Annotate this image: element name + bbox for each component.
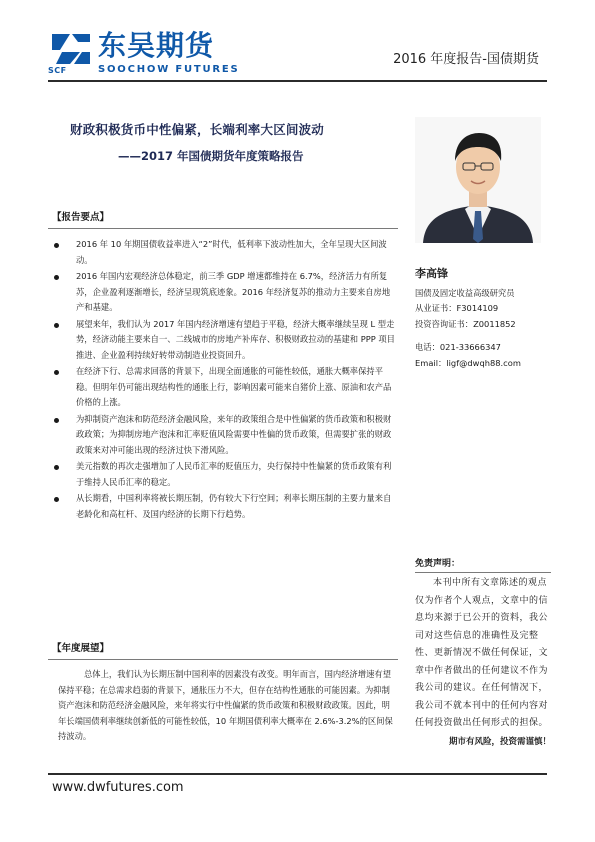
key-points-heading: 【报告要点】 — [52, 212, 110, 223]
spacer — [415, 332, 555, 340]
list-item — [48, 491, 398, 522]
logo-english-name: SOOCHOW FUTURES — [98, 64, 240, 75]
list-item-text: 2016 年 10 年期国债收益率进入“2”时代，低利率下波动性加大，全年呈现大区间波动。 — [76, 239, 387, 265]
key-points-list — [48, 237, 398, 522]
header-divider — [48, 80, 547, 82]
outlook-heading: 【年度展望】 — [52, 643, 110, 654]
analyst-title: 国债及固定收益高级研究员 — [415, 287, 515, 298]
bullet-icon — [54, 275, 59, 280]
report-title: 财政积极货币中性偏紧，长端利率大区间波动 — [70, 122, 325, 137]
report-subtitle: ——2017 年国债期货年度策略报告 — [118, 149, 304, 163]
report-type-label: 2016 年度报告-国债期货 — [393, 52, 539, 67]
bullet-icon — [54, 465, 59, 470]
risk-warning: 期市有风险，投资需谨慎！ — [448, 736, 551, 747]
company-logo — [48, 30, 248, 78]
analyst-advisor-license: 投资咨询证书：Z0011852 — [415, 318, 516, 329]
disclaimer-text: 本刊中所有文章陈述的观点仅为作者个人观点，文章中的信息均来源于已公开的资料，我公司对这些信息的准确性及完整性、更新情况不做任何保证，文章中作者做出的任何建议不作为我公司的建议。在任何情况下，我公司不就本刊中的任何内容对任何投资做出任何形式的担保。 — [415, 578, 549, 728]
analyst-info — [415, 266, 555, 371]
analyst-name: 李高锋 — [415, 267, 448, 280]
list-item — [48, 317, 398, 364]
list-item-text: 从长期看，中国利率将被长期压制，仍有较大下行空间；利率长期压制的主要力量来自老龄化和高杠杆、及国内经济的长期下行趋势。 — [76, 493, 392, 519]
key-points-section — [48, 205, 398, 523]
bullet-icon — [54, 243, 59, 248]
logo-chinese-name: 东吴期货 — [98, 29, 215, 62]
bullet-icon — [54, 323, 59, 328]
list-item — [48, 237, 398, 268]
footer-divider — [48, 773, 547, 775]
analyst-phone: 电话：021-33666347 — [415, 342, 501, 352]
disclaimer-divider — [415, 572, 551, 573]
analyst-photo — [415, 117, 541, 243]
list-item — [48, 459, 398, 490]
disclaimer-heading: 免责声明： — [415, 559, 461, 569]
list-item-text: 为抑制资产泡沫和防范经济金融风险，来年的政策组合是中性偏紧的货币政策和积极财政政策；为抑制房地产泡沫和汇率贬值风险需要中性偏的货币政策，但需要扩张的财政政策来对冲可能出现的经济过快下滑风险。 — [76, 413, 392, 455]
outlook-divider — [48, 659, 398, 660]
website-link[interactable]: www.dwfutures.com — [52, 780, 184, 795]
outlook-paragraph: 总体上，我们认为长期压制中国利率的因素没有改变。明年而言，国内经济增速有望保持平稳；在总需求趋弱的背景下，通胀压力不大，但存在结构性通胀的可能因素。为抑制资产泡沫和防范经济金融风险，来年将实行中性偏紧的货币政策和积极财政政策。因此，明年长端国债利率继续创新低的可能性较低，10 年期国债利率大概率在 2.6%-3.2%的区间保持波动。 — [58, 669, 393, 741]
list-item — [48, 364, 398, 411]
page-header — [0, 0, 595, 92]
list-item — [48, 269, 398, 316]
bullet-icon — [54, 370, 59, 375]
list-item-text: 展望来年，我们认为 2017 年国内经济增速有望趋于平稳，经济大概率继续呈现 L 型走势，经济动能主要来自一、二线城市的房地产补库存、积极财政拉动的基建和 PPP 项目推进、企业盈利持续好转带动制造业投资回升。 — [76, 318, 395, 360]
list-item-text: 美元指数的再次走强增加了人民币汇率的贬值压力，央行保持中性偏紧的货币政策有利于维持人民币汇率的稳定。 — [76, 461, 392, 487]
bullet-icon — [54, 418, 59, 423]
list-item-text: 在经济下行、总需求回落的背景下，出现全面通胀的可能性较低，通胀大概率保持平稳。但明年仍可能出现结构性的通胀上行，影响因素可能来自猪价上涨、原油和农产品价格的上涨。 — [76, 366, 392, 407]
analyst-email: Email：ligf@dwqh88.com — [415, 357, 521, 368]
disclaimer-section — [415, 556, 551, 747]
analyst-license: 从业证书：F3014109 — [415, 303, 499, 313]
key-points-divider — [48, 228, 398, 229]
annual-outlook-section — [48, 636, 398, 745]
analyst-portrait-icon — [415, 117, 541, 243]
list-item — [48, 412, 398, 459]
list-item-text: 2016 年国内宏观经济总体稳定，前三季 GDP 增速都维持在 6.7%，经济活力有所复苏，企业盈利逐渐增长，经济呈现筑底迹象。2016 年经济复苏的推动力主要来自房地产和基建。 — [76, 271, 391, 312]
bullet-icon — [54, 497, 59, 502]
logo-abbreviation: SCF — [48, 66, 67, 75]
